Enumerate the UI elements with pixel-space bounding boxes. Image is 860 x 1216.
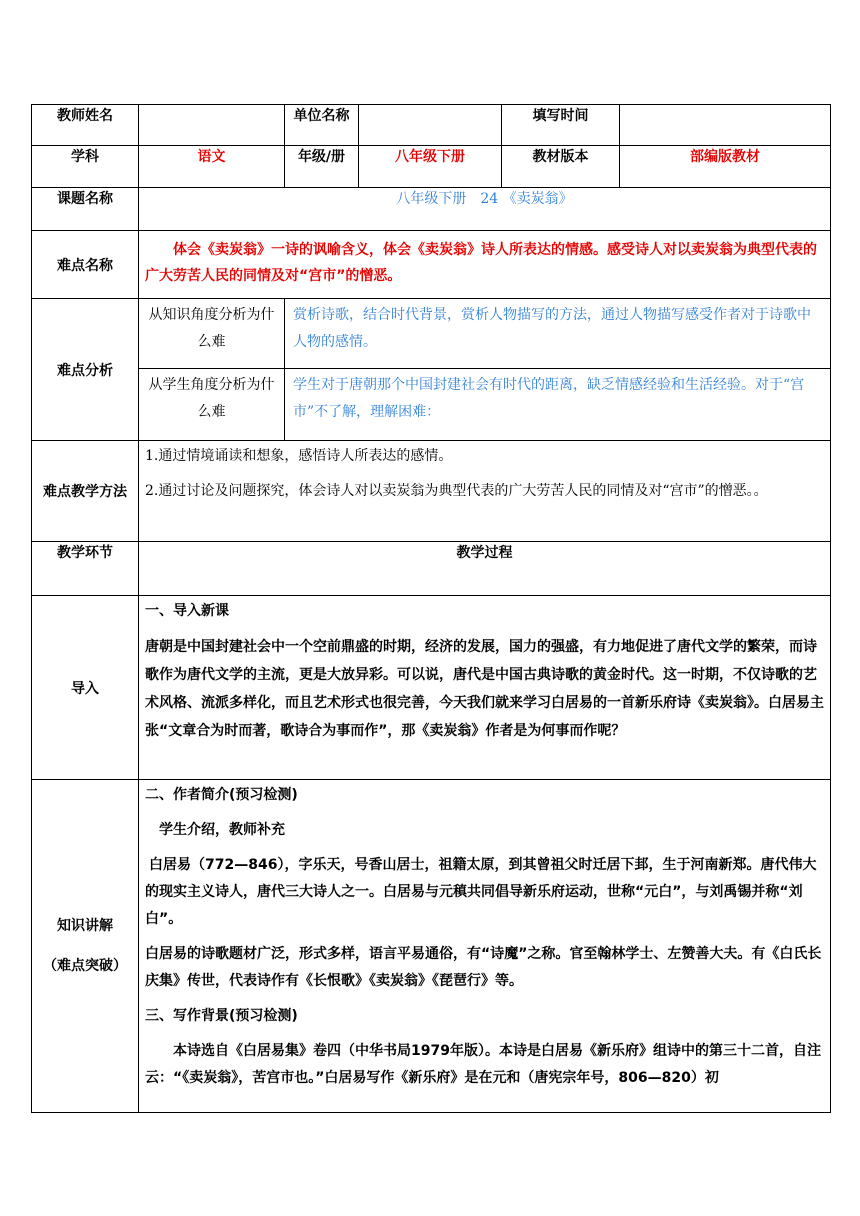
- subject-label: 学科: [32, 146, 139, 188]
- subject-row: [32, 146, 831, 188]
- student-angle-label: 从学生角度分析为什么难: [139, 369, 285, 441]
- student-angle-value: 学生对于唐朝那个中国封建社会有时代的距离，缺乏情感经验和生活经验。对于“宫市”不了解，理解困难：: [285, 369, 831, 441]
- difficulty-row: [32, 231, 831, 299]
- method-row: [32, 441, 831, 542]
- fill-time-label: 填写时间: [502, 105, 620, 146]
- teacher-name-label: 教师姓名: [32, 105, 139, 146]
- grade-label: 年级/册: [285, 146, 359, 188]
- author-bio-2: 白居易的诗歌题材广泛，形式多样，语言平易通俗，有“诗魔”之称。官至翰林学士、左赞善大夫。有《白氏长庆集》传世，代表诗作有《长恨歌》《卖炭翁》《琵琶行》等。: [145, 946, 822, 989]
- process-header-row: [32, 542, 831, 596]
- intro-heading: 一、导入新课: [145, 603, 229, 619]
- method-item-1: 1.通过情境诵读和想象，感悟诗人所表达的感情。: [145, 448, 453, 464]
- topic-value: 八年级下册 24 《卖炭翁》: [139, 188, 831, 231]
- intro-text: 唐朝是中国封建社会中一个空前鼎盛的时期，经济的发展，国力的强盛，有力地促进了唐代文学的繁荣，而诗歌作为唐代文学的主流，更是大放异彩。可以说，唐代是中国古典诗歌的黄金时代。这一时期，不仅诗歌的艺术风格、流派多样化，而且艺术形式也很完善，今天我们就来学习白居易的一首新乐府诗《卖炭翁》。白居易主张“文章合为时而著，歌诗合为事而作”，那《卖炭翁》作者是为何事而作呢？: [145, 639, 824, 739]
- author-heading: 二、作者简介(预习检测): [145, 787, 298, 803]
- knowledge-angle-label: 从知识角度分析为什么难: [139, 299, 285, 369]
- process-header: 教学过程: [139, 542, 831, 596]
- edition-label: 教材版本: [502, 146, 620, 188]
- intro-label: 导入: [32, 596, 139, 780]
- difficulty-value: 体会《卖炭翁》一诗的讽喻含义，体会《卖炭翁》诗人所表达的情感。感受诗人对以卖炭翁为典型代表的广大劳苦人民的同情及对“宫市”的憎恶。: [139, 231, 831, 299]
- knowledge-row: [32, 780, 831, 1113]
- knowledge-content: [139, 780, 831, 1113]
- method-item-2: 2.通过讨论及问题探究，体会诗人对以卖炭翁为典型代表的广大劳苦人民的同情及对“宫市”的憎恶。。: [145, 483, 768, 499]
- stage-header: 教学环节: [32, 542, 139, 596]
- unit-name-value: [359, 105, 502, 146]
- intro-content: [139, 596, 831, 780]
- subject-value: 语文: [139, 146, 285, 188]
- analysis-knowledge-row: [32, 299, 831, 369]
- analysis-label: 难点分析: [32, 299, 139, 441]
- difficulty-label: 难点名称: [32, 231, 139, 299]
- header-row: [32, 105, 831, 146]
- knowledge-label-cell: [32, 780, 139, 1113]
- teacher-name-value: [139, 105, 285, 146]
- author-bio-1: 白居易（772—846），字乐天，号香山居士，祖籍太原，到其曾祖父时迁居下邽，生于河南新郑。唐代伟大的现实主义诗人，唐代三大诗人之一。白居易与元稹共同倡导新乐府运动，世称“元白”，与刘禹锡并称“刘白”。: [145, 857, 817, 927]
- lesson-plan-table: [31, 104, 831, 1113]
- analysis-student-row: [32, 369, 831, 441]
- method-label: 难点教学方法: [32, 441, 139, 542]
- intro-row: [32, 596, 831, 780]
- unit-name-label: 单位名称: [285, 105, 359, 146]
- knowledge-angle-value: 赏析诗歌，结合时代背景，赏析人物描写的方法，通过人物描写感受作者对于诗歌中人物的感情。: [285, 299, 831, 369]
- topic-row: [32, 188, 831, 231]
- knowledge-sublabel: （难点突破）: [43, 958, 127, 974]
- topic-label: 课题名称: [32, 188, 139, 231]
- author-sub: 学生介绍，教师补充: [159, 822, 285, 838]
- method-content: [139, 441, 831, 542]
- background-heading: 三、写作背景(预习检测): [145, 1008, 298, 1024]
- background-text: 本诗选自《白居易集》卷四（中华书局1979年版）。本诗是白居易《新乐府》组诗中的第三十二首，自注云：“《卖炭翁》，苦宫市也。”白居易写作《新乐府》是在元和（唐宪宗年号，806—820）初: [145, 1043, 821, 1086]
- fill-time-value: [620, 105, 831, 146]
- edition-value: 部编版教材: [620, 146, 831, 188]
- knowledge-label: 知识讲解: [57, 918, 113, 934]
- grade-value: 八年级下册: [359, 146, 502, 188]
